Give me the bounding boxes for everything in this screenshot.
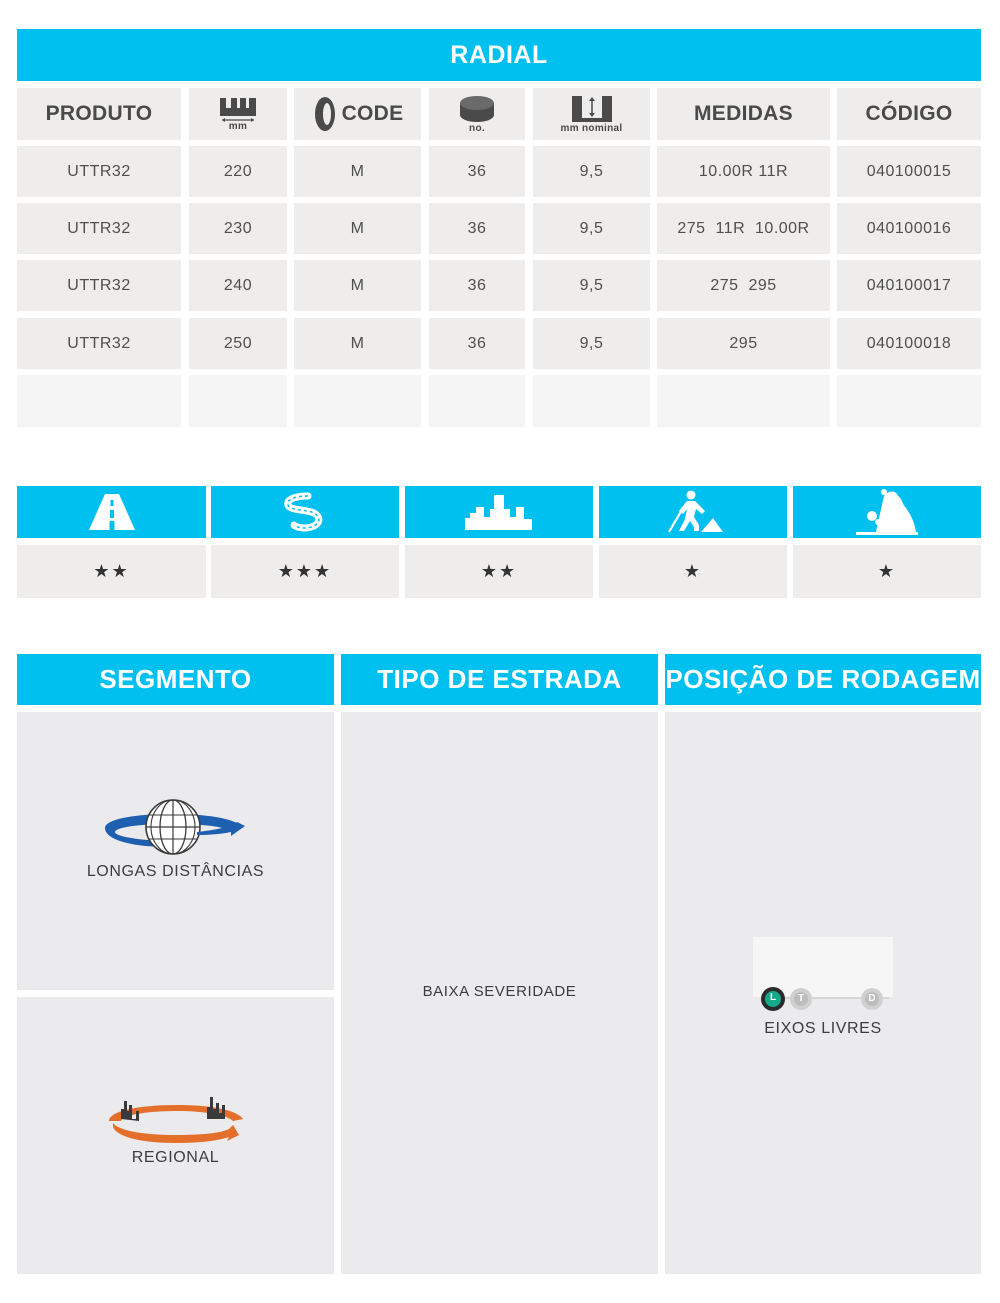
table-title-bar — [17, 29, 981, 81]
tipo-estrada-title: TIPO DE ESTRADA — [377, 664, 622, 694]
empty-cell — [17, 375, 181, 427]
width-unit: mm — [228, 121, 248, 132]
cell-count: 36 — [429, 318, 525, 369]
header-medidas-label: MEDIDAS — [694, 102, 793, 125]
axle-l-label: L — [769, 992, 777, 1003]
segmento-regional — [17, 997, 334, 1274]
cell-code: M — [294, 203, 421, 254]
globe-icon — [101, 798, 247, 860]
cell-width: 240 — [189, 260, 287, 311]
rating-stars: ★★ — [17, 545, 206, 598]
segmento-longas-distancias — [17, 712, 334, 990]
empty-cell — [294, 375, 421, 427]
empty-cell — [429, 375, 525, 427]
posicao-panel — [665, 712, 981, 1274]
cell-code: M — [294, 260, 421, 311]
header-count — [429, 88, 525, 140]
cell-codigo: 040100016 — [837, 203, 981, 254]
empty-cell — [657, 375, 830, 427]
rating-icon-rocky — [793, 486, 981, 538]
header-depth — [533, 88, 650, 140]
construction-worker-icon — [661, 490, 725, 534]
cell-code: M — [294, 318, 421, 369]
tread-disc-icon — [458, 94, 496, 124]
header-medidas — [657, 88, 830, 140]
cell-produto: UTTR32 — [17, 318, 181, 369]
cell-medidas: 275 11R 10.00R — [657, 203, 830, 254]
header-codigo-label: CÓDIGO — [865, 102, 953, 125]
cell-produto: UTTR32 — [17, 146, 181, 197]
posicao-title-bar — [665, 654, 981, 705]
cell-count: 36 — [429, 146, 525, 197]
highway-icon — [85, 492, 139, 532]
baixa-severidade-label: BAIXA SEVERIDADE — [422, 983, 577, 1000]
header-code — [294, 88, 421, 140]
cell-depth: 9,5 — [533, 260, 650, 311]
empty-cell — [533, 375, 650, 427]
rating-icon-construction — [599, 486, 787, 538]
empty-cell — [837, 375, 981, 427]
cell-width: 250 — [189, 318, 287, 369]
depth-unit: mm nominal — [560, 123, 623, 134]
cell-code: M — [294, 146, 421, 197]
tread-width-icon — [218, 96, 258, 122]
longas-distancias-label: LONGAS DISTÂNCIAS — [86, 863, 265, 880]
header-produto — [17, 88, 181, 140]
count-unit: no. — [469, 123, 485, 134]
cell-produto: UTTR32 — [17, 203, 181, 254]
segmento-title-bar — [17, 654, 334, 705]
city-icon — [464, 492, 534, 532]
axle-d-label: D — [868, 993, 876, 1004]
rating-stars: ★ — [599, 545, 787, 598]
cell-codigo: 040100018 — [837, 318, 981, 369]
cell-medidas: 295 — [657, 318, 830, 369]
cell-width: 220 — [189, 146, 287, 197]
cell-codigo: 040100017 — [837, 260, 981, 311]
table-title: RADIAL — [450, 40, 548, 69]
cell-count: 36 — [429, 260, 525, 311]
eixos-livres-label: EIXOS LIVRES — [764, 1020, 882, 1037]
winding-road-icon — [278, 492, 332, 532]
cell-width: 230 — [189, 203, 287, 254]
rating-stars: ★★★ — [211, 545, 399, 598]
cell-depth: 9,5 — [533, 146, 650, 197]
cell-medidas: 10.00R 11R — [657, 146, 830, 197]
segmento-title: SEGMENTO — [99, 664, 252, 694]
posicao-title: POSIÇÃO DE RODAGEM — [665, 664, 981, 694]
tipo-estrada-title-bar — [341, 654, 658, 705]
empty-cell — [189, 375, 287, 427]
header-produto-label: PRODUTO — [45, 102, 153, 125]
tread-depth-icon — [570, 94, 614, 124]
tire-profile-icon — [312, 95, 338, 133]
cell-count: 36 — [429, 203, 525, 254]
rocky-terrain-icon — [854, 488, 920, 536]
tipo-estrada-panel — [341, 712, 658, 1274]
header-code-label: CODE — [341, 102, 404, 125]
rating-stars: ★★ — [405, 545, 593, 598]
cell-codigo: 040100015 — [837, 146, 981, 197]
rating-icon-winding — [211, 486, 399, 538]
regional-label: REGIONAL — [131, 1149, 220, 1166]
axle-t-label: T — [797, 993, 805, 1004]
cell-depth: 9,5 — [533, 318, 650, 369]
cell-produto: UTTR32 — [17, 260, 181, 311]
header-width — [189, 88, 287, 140]
rating-icon-city — [405, 486, 593, 538]
regional-route-icon — [103, 1093, 251, 1143]
cell-depth: 9,5 — [533, 203, 650, 254]
header-codigo — [837, 88, 981, 140]
cell-medidas: 275 295 — [657, 260, 830, 311]
rating-icon-highway — [17, 486, 206, 538]
rating-stars: ★ — [793, 545, 981, 598]
